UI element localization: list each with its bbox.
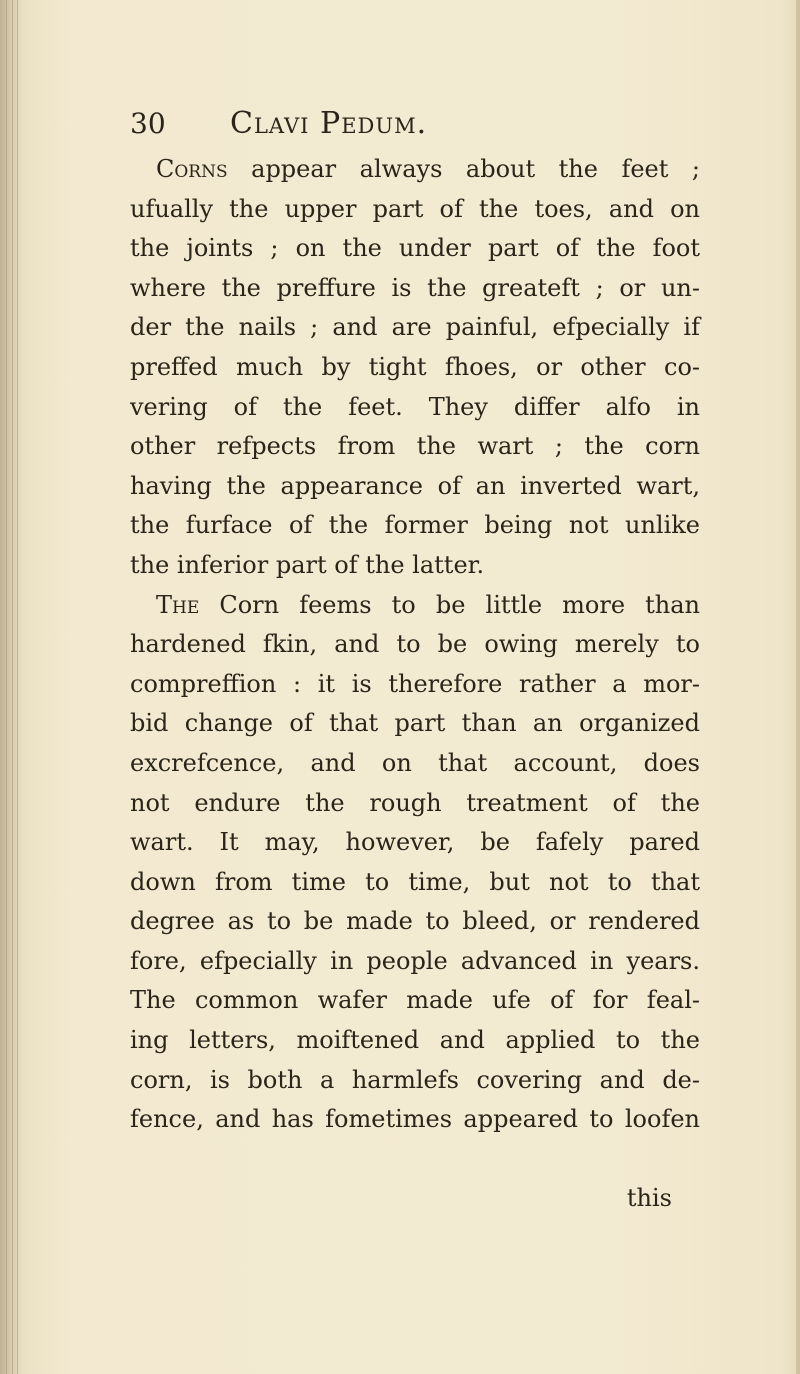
text-line: ufually the upper part of the toes, and on (130, 194, 700, 223)
text-line: der the nails ; and are painful, efpecially if (130, 313, 700, 342)
body-text (130, 150, 700, 1219)
text-line: The Corn feems to be little more than (156, 590, 700, 619)
page-edge (796, 0, 800, 1374)
text-line: other refpects from the wart ; the corn (130, 432, 700, 461)
text-line: degree as to be made to bleed, or rendered (130, 907, 700, 936)
text-line: fore, efpecially in people advanced in years. (130, 946, 700, 975)
text-line: excrefcence, and on that account, does (130, 748, 700, 777)
text-line: hardened fkin, and to be owing merely to (130, 630, 700, 659)
text-line: down from time to time, but not to that (130, 867, 700, 896)
text-line: ing letters, moiftened and applied to the (130, 1026, 700, 1055)
gutter-line (6, 0, 7, 1374)
catchword: this (626, 1184, 672, 1213)
running-head: Clavi Pedum. (230, 106, 428, 141)
text-line: the furface of the former being not unlike (130, 511, 700, 540)
page-number: 30 (130, 107, 166, 140)
text-line: where the preffure is the greateft ; or un- (130, 273, 700, 302)
text-line: corn, is both a harmlefs covering and de- (130, 1065, 700, 1094)
text-line: vering of the feet. They differ alfo in (130, 392, 700, 421)
text-line: the inferior part of the latter. (130, 550, 485, 579)
page-header (130, 104, 690, 144)
text-line: having the appearance of an inverted wart, (130, 471, 700, 500)
text-line: The common wafer made ufe of for feal- (130, 986, 700, 1015)
text-line: bid change of that part than an organized (130, 709, 700, 738)
gutter-line (17, 0, 18, 1374)
text-line: compreffion : it is therefore rather a mor- (130, 669, 700, 698)
text-line: not endure the rough treatment of the (130, 788, 700, 817)
text-line: Corns appear always about the feet ; (156, 155, 700, 183)
text-line: fence, and has fometimes appeared to loofen (130, 1105, 700, 1134)
gutter-shadow (0, 0, 22, 1374)
text-line: wart. It may, however, be fafely pared (130, 828, 700, 857)
text-line (130, 1140, 700, 1180)
text-line: preffed much by tight fhoes, or other co- (130, 352, 700, 381)
gutter-line (12, 0, 13, 1374)
text-line: the joints ; on the under part of the foot (130, 234, 700, 263)
